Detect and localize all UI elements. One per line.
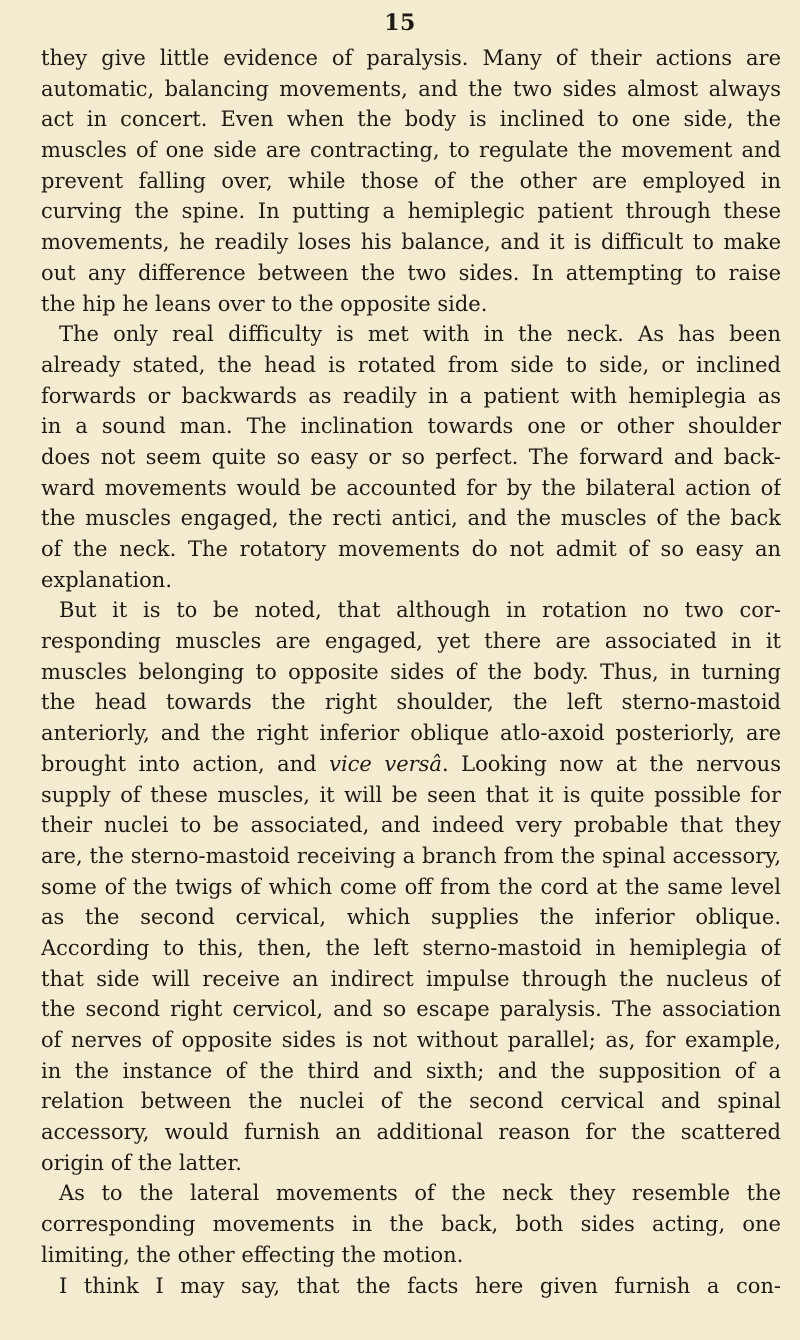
text-line: limiting, the other effecting the motion.	[41, 1242, 464, 1267]
italic-phrase: vice versâ	[329, 751, 442, 776]
text-line: muscles of one side are contracting, to regulate the movement and	[41, 138, 781, 163]
text-line: does not seem quite so easy or so perfect. The forward and back-	[41, 444, 781, 469]
text-line: the hip he leans over to the opposite side.	[41, 291, 488, 316]
text-line: curving the spine. In putting a hemiplegic patient through these	[41, 199, 781, 224]
text-line	[41, 749, 781, 780]
text-line: out any difference between the two sides. In attempting to raise	[41, 260, 781, 285]
text-line: ward movements would be accounted for by the bilateral action of	[41, 475, 781, 500]
text-line: I think I may say, that the facts here given furnish a con-	[59, 1273, 781, 1298]
text-line: already stated, the head is rotated from side to side, or inclined	[41, 352, 781, 377]
text-line: their nuclei to be associated, and indeed very probable that they	[41, 813, 781, 838]
text-line: are, the sterno-mastoid receiving a branch from the spinal accessory,	[41, 843, 781, 868]
text-line: in the instance of the third and sixth; and the supposition of a	[41, 1058, 781, 1083]
text-line: of nerves of opposite sides is not without parallel; as, for example,	[41, 1028, 781, 1052]
text-line: But it is to be noted, that although in rotation no two cor-	[59, 598, 781, 623]
text-line: of the neck. The rotatory movements do not admit of so easy an	[41, 537, 781, 561]
body-text	[41, 43, 781, 1301]
text-segment: brought into action, and	[41, 751, 330, 776]
text-line: they give little evidence of paralysis. Many of their actions are	[41, 46, 781, 70]
text-line: responding muscles are engaged, yet there are associated in it	[41, 629, 781, 654]
text-line: some of the twigs of which come off from the cord at the same level	[41, 874, 781, 899]
text-line: According to this, then, the left sterno-mastoid in hemiplegia of	[41, 935, 781, 960]
text-line: anteriorly, and the right inferior oblique atlo-axoid posteriorly, are	[41, 721, 781, 746]
text-line: the head towards the right shoulder, the left sterno-mastoid	[41, 690, 781, 715]
text-line: As to the lateral movements of the neck they resemble the	[59, 1181, 781, 1206]
text-line: automatic, balancing movements, and the two sides almost always	[41, 76, 781, 101]
page-number: 15	[384, 10, 416, 36]
text-line: the second right cervicol, and so escape paralysis. The association	[41, 997, 781, 1022]
text-line: forwards or backwards as readily in a patient with hemiplegia as	[41, 383, 781, 408]
text-line: The only real difficulty is met with in the neck. As has been	[59, 322, 781, 347]
text-line: supply of these muscles, it will be seen that it is quite possible for	[41, 782, 781, 807]
text-segment: . Looking now at the nervous	[441, 751, 781, 776]
text-line: explanation.	[41, 567, 172, 592]
text-line: movements, he readily loses his balance, and it is difficult to make	[41, 230, 781, 255]
text-line: origin of the latter.	[41, 1150, 242, 1175]
text-line: in a sound man. The inclination towards one or other shoulder	[41, 414, 781, 439]
text-line: corresponding movements in the back, both sides acting, one	[41, 1212, 781, 1237]
text-line: that side will receive an indirect impulse through the nucleus of	[41, 966, 781, 991]
text-line: muscles belonging to opposite sides of the body. Thus, in turning	[41, 659, 781, 684]
text-line: the muscles engaged, the recti antici, and the muscles of the back	[41, 506, 781, 531]
text-line: relation between the nuclei of the second cervical and spinal	[41, 1089, 781, 1114]
text-line: act in concert. Even when the body is inclined to one side, the	[41, 107, 781, 132]
text-line: as the second cervical, which supplies the inferior oblique.	[41, 905, 781, 930]
text-line: accessory, would furnish an additional reason for the scattered	[41, 1120, 781, 1145]
text-line: prevent falling over, while those of the other are employed in	[41, 168, 781, 193]
